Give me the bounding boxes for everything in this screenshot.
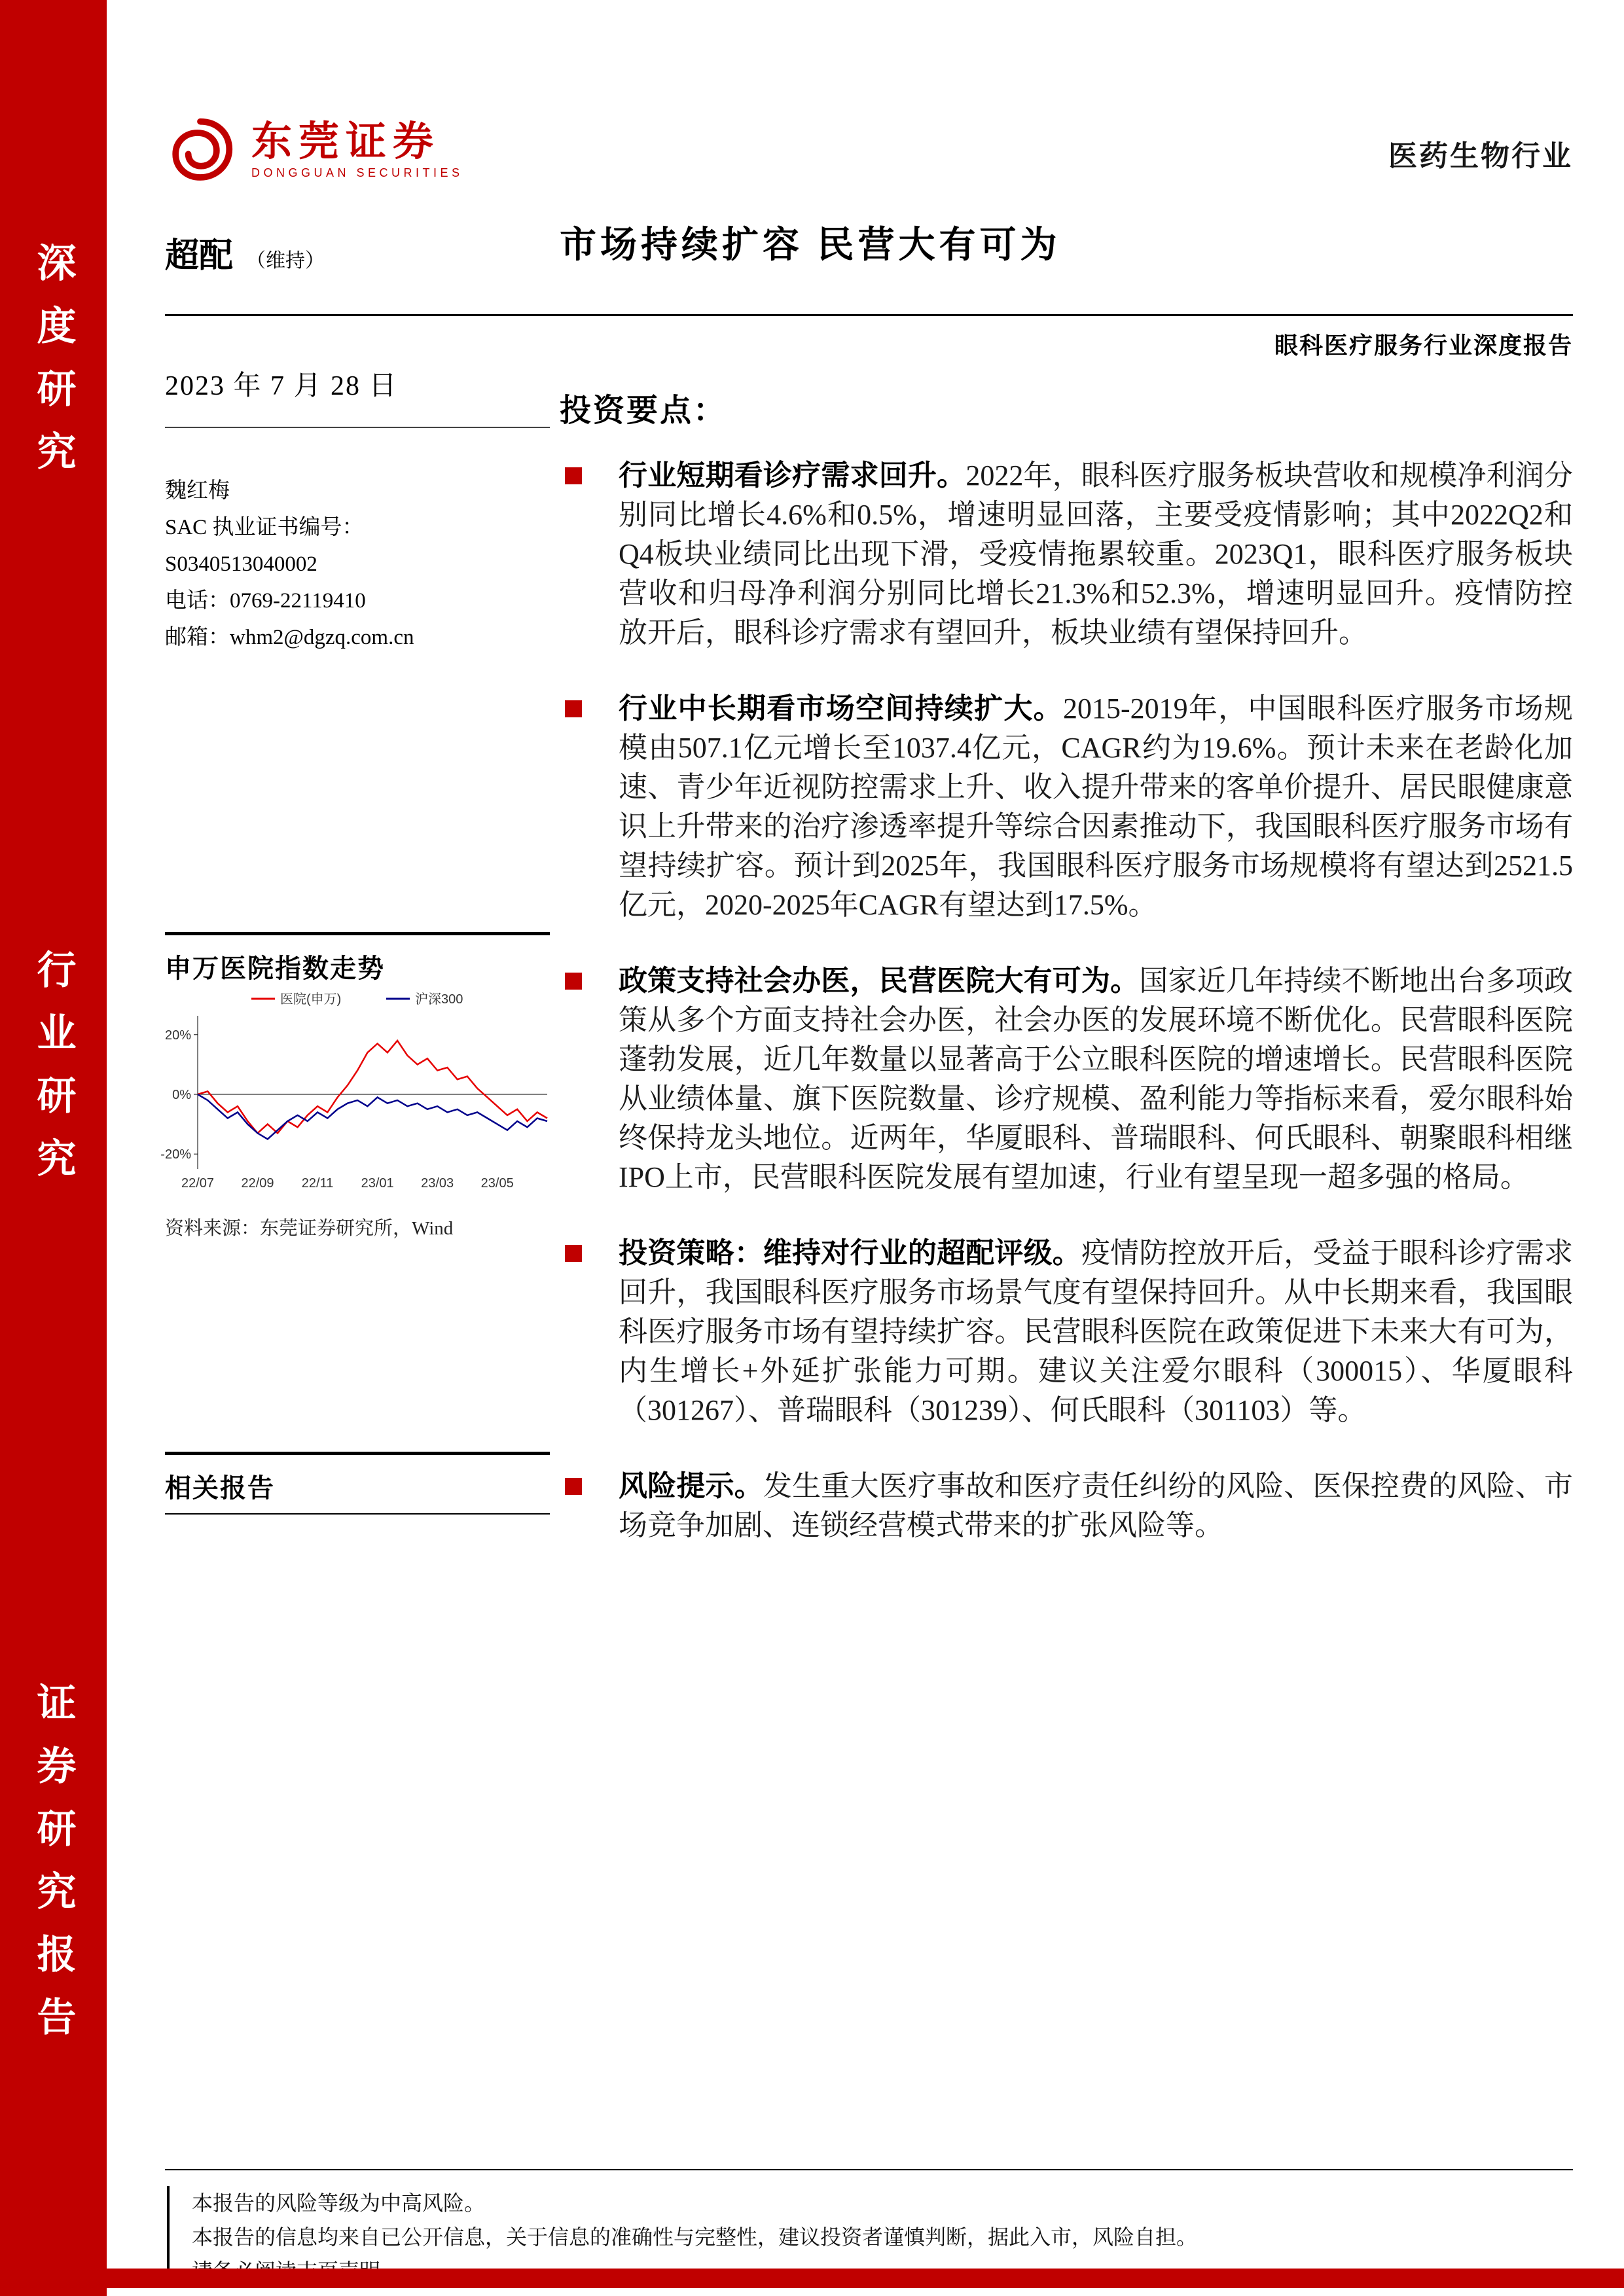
bullet-lead: 风险提示。	[619, 1470, 763, 1502]
bullet-marker-icon	[565, 1478, 582, 1495]
analyst-cert-label: SAC 执业证书编号：	[165, 516, 364, 539]
bullet-marker-icon	[565, 700, 582, 717]
report-subtitle: 眼科医疗服务行业深度报告	[1274, 332, 1573, 359]
brand-name-cn: 东莞证券	[251, 119, 441, 164]
sidebar-label-securities-report: 证券研究报告	[31, 1682, 76, 2059]
svg-text:22/09: 22/09	[241, 1176, 274, 1191]
svg-text:医院(申万): 医院(申万)	[280, 992, 342, 1007]
bullet-text: 2022年，眼科医疗服务板块营收和规模净利润分别同比增长4.6%和0.5%，增速明显回落，主要受疫情影响；其中2022Q2和Q4板块业绩同比出现下滑，受疫情拖累较重。2023Q1，眼科医疗服务板块营收和归母净利润分别同比增长21.3%和52.3%，增速明显回升。疫情防控放开后，眼科诊疗需求有望回升，板块业绩有望保持回升。	[619, 459, 1574, 649]
svg-text:20%: 20%	[164, 1028, 191, 1043]
bullet-paragraph	[619, 456, 1573, 653]
bullet-item	[560, 1234, 1573, 1430]
rating-label: 超配	[165, 237, 234, 275]
bullet-text: 国家近几年持续不断地出台多项政策从多个方面支持社会办医，社会办医的发展环境不断优化。民营眼科医院蓬勃发展，近几年数量以显著高于公立眼科医院的增速增长。民营眼科医院从业绩体量、旗下医院数量、诊疗规模、盈利能力等指标来看，爱尔眼科始终保持龙头地位。近两年，华厦眼科、普瑞眼科、何氏眼科、朝聚眼科相继IPO上市，民营眼科医院发展有望加速，行业有望呈现一超多强的格局。	[619, 965, 1573, 1193]
bullet-lead: 行业中长期看市场空间持续扩大。	[619, 692, 1063, 725]
related-section-rule	[165, 1452, 550, 1455]
bullet-item	[560, 689, 1573, 925]
sidebar-label-industry-research: 行业研究	[31, 949, 76, 1200]
svg-text:0%: 0%	[172, 1088, 191, 1102]
analyst-block	[165, 473, 550, 656]
svg-text:23/03: 23/03	[421, 1176, 454, 1191]
bullet-lead: 政策支持社会办医，民营医院大有可为。	[619, 965, 1140, 997]
bullet-marker-icon	[565, 467, 582, 484]
main-content	[560, 385, 1573, 1582]
bullet-lead: 行业短期看诊疗需求回升。	[619, 459, 966, 492]
report-title: 市场持续扩容 民营大有可为	[560, 224, 1061, 265]
footer-line-risk-level: 本报告的风险等级为中高风险。	[192, 2191, 486, 2215]
analyst-cert-number: S0340513040002	[165, 552, 317, 576]
report-date: 2023 年 7 月 28 日	[165, 371, 398, 401]
bullet-paragraph	[619, 1467, 1573, 1545]
sidebar-label-depth-research: 深度研究	[31, 242, 76, 493]
brand-block	[165, 115, 463, 186]
bullet-text: 发生重大医疗事故和医疗责任纠纷的风险、医保控费的风险、市场竞争加剧、连锁经营模式带来的扩张风险等。	[619, 1470, 1573, 1541]
header-divider	[165, 314, 1573, 316]
brand-logo-icon	[165, 115, 236, 186]
investment-points-list	[560, 456, 1573, 1545]
bullet-lead: 投资策略：维持对行业的超配评级。	[619, 1237, 1081, 1269]
svg-text:22/07: 22/07	[181, 1176, 215, 1191]
rating-note: （维持）	[246, 250, 325, 272]
analyst-phone: 电话：0769-22119410	[165, 589, 366, 613]
related-section-underline	[165, 1513, 550, 1515]
bullet-marker-icon	[565, 973, 582, 990]
analyst-name: 魏红梅	[165, 479, 230, 503]
svg-text:23/01: 23/01	[361, 1176, 394, 1191]
bullet-item	[560, 1467, 1573, 1545]
investment-points-heading: 投资要点：	[560, 393, 727, 428]
bullet-item	[560, 456, 1573, 653]
footer-divider	[165, 2169, 1573, 2170]
bullet-marker-icon	[565, 1245, 582, 1262]
date-divider	[165, 427, 550, 428]
chart-source: 资料来源：东莞证券研究所，Wind	[165, 1218, 454, 1239]
analyst-email: 邮箱：whm2@dgzq.com.cn	[165, 626, 414, 649]
bullet-text: 疫情防控放开后，受益于眼科诊疗需求回升，我国眼科医疗服务市场景气度有望保持回升。从中长期来看，我国眼科医疗服务市场有望持续扩容。民营眼科医院在政策促进下未来大有可为，内生增长+外延扩张能力可期。建议关注爱尔眼科（300015）、华厦眼科（301267）、普瑞眼科（301239）、何氏眼科（301103）等。	[619, 1237, 1573, 1426]
bullet-item	[560, 961, 1573, 1197]
rating-row	[165, 228, 325, 277]
svg-text:沪深300: 沪深300	[415, 992, 463, 1007]
svg-text:-20%: -20%	[160, 1147, 191, 1162]
bullet-paragraph	[619, 689, 1573, 925]
trend-chart-svg	[160, 986, 552, 1195]
index-trend-chart	[160, 986, 552, 1195]
industry-label: 医药生物行业	[1388, 140, 1573, 172]
related-section-title: 相关报告	[165, 1474, 275, 1503]
brand-name-en: DONGGUAN SECURITIES	[251, 166, 463, 180]
bullet-text: 2015-2019年，中国眼科医疗服务市场规模由507.1亿元增长至1037.4亿元，CAGR约为19.6%。预计未来在老龄化加速、青少年近视防控需求上升、收入提升带来的客单价提升、居民眼健康意识上升带来的治疗渗透率提升等综合因素推动下，我国眼科医疗服务市场有望持续扩容。预计到2025年，我国眼科医疗服务市场规模将有望达到2521.5亿元，2020-2025年CAGR有望达到17.5%。	[619, 692, 1573, 921]
sidebar	[0, 0, 107, 2296]
bullet-paragraph	[619, 961, 1573, 1197]
svg-text:23/05: 23/05	[480, 1176, 514, 1191]
bullet-paragraph	[619, 1234, 1573, 1430]
bottom-accent-bar	[0, 2269, 1624, 2288]
chart-section-title: 申万医院指数走势	[165, 954, 385, 983]
chart-section-rule	[165, 932, 550, 935]
svg-text:22/11: 22/11	[301, 1176, 334, 1191]
footer-line-disclaimer: 本报告的信息均来自已公开信息，关于信息的准确性与完整性，建议投资者谨慎判断，据此入市，风险自担。	[192, 2225, 1198, 2249]
